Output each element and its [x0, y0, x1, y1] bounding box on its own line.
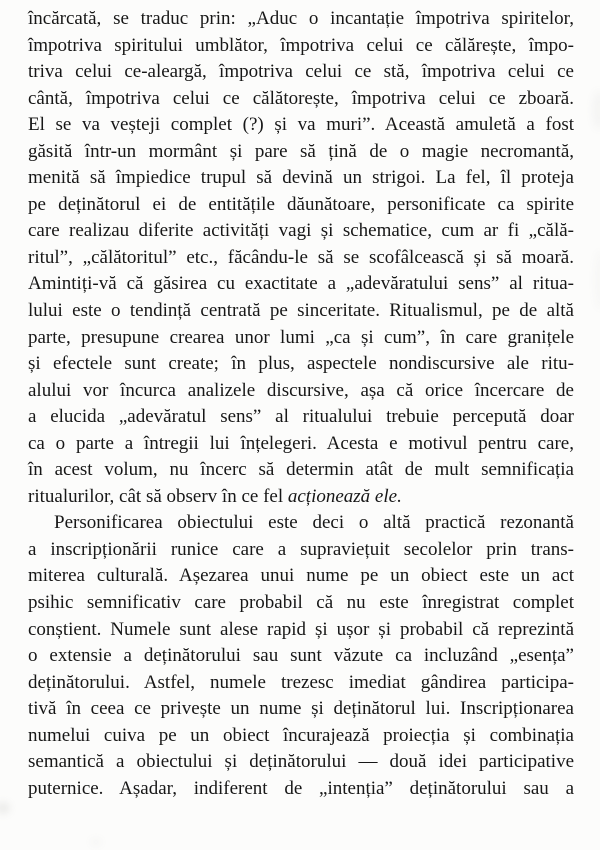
- text-segment: triva celui ce-aleargă, împotriva celui ce stă, împotriva celui ce: [28, 61, 574, 83]
- line-content: [28, 220, 574, 241]
- line-content: [28, 88, 574, 109]
- line-content: [28, 672, 574, 693]
- line-content: [28, 167, 574, 188]
- text-line: [28, 696, 574, 723]
- text-segment: numelui cuiva pe un obiect încurajează proiecția și combinația: [28, 724, 574, 746]
- text-line: [28, 86, 574, 113]
- text-segment: alului vor încurca analizele discursive, așa că orice încercare de: [28, 379, 574, 401]
- line-content: [28, 194, 574, 215]
- text-segment: ritualurilor, cât să observ în ce fel: [28, 485, 288, 507]
- text-segment: puternice. Așadar, indiferent de „intenția” deținătorului sau a: [28, 777, 574, 799]
- line-content: [28, 539, 574, 560]
- line-content: [28, 406, 574, 427]
- line-content: [28, 114, 574, 135]
- text-segment: cântă, împotriva celui ce călătorește, împotriva celui ce zboară.: [28, 87, 574, 109]
- text-segment: ritul”, „călătoritul” etc., făcându-le să se scofâlcească și să moară.: [28, 246, 574, 268]
- line-content: [28, 433, 574, 454]
- text-segment: a elucida „adevăratul sens” al ritualului trebuie percepută doar: [28, 406, 574, 428]
- text-segment: împotriva spiritului umblător, împotriva celui ce călărește, împo-: [28, 34, 574, 56]
- page-text: [28, 6, 574, 802]
- text-segment: Amintiți-vă că găsirea cu exactitate a „adevăratului sens” al ritua-: [28, 273, 574, 295]
- line-content: [28, 565, 574, 586]
- text-line: [28, 590, 574, 617]
- text-line: [28, 723, 574, 750]
- line-content: [28, 486, 402, 507]
- text-segment: deținătorului. Astfel, numele trezesc imediat gândirea participa-: [28, 671, 574, 693]
- line-content: [28, 459, 574, 480]
- text-segment: ca o parte a întregii lui înțelegeri. Acesta e motivul pentru care,: [28, 432, 574, 454]
- text-segment: care realizau diferite activități vagi și schematice, cum ar fi „călă-: [28, 220, 574, 242]
- line-content: [28, 247, 574, 268]
- text-line: [28, 563, 574, 590]
- line-content: [54, 512, 574, 533]
- text-line: [28, 325, 574, 352]
- text-segment: parte, presupune crearea unor lumi „ca și cum”, în care granițele: [28, 326, 574, 348]
- text-line: [28, 643, 574, 670]
- line-content: [28, 592, 574, 613]
- text-segment: încărcată, se traduc prin: „Aduc o incantație împotriva spiritelor,: [28, 8, 574, 29]
- scan-artifact: [90, 838, 102, 846]
- line-content: [28, 619, 574, 640]
- text-line: [28, 139, 574, 166]
- text-line: [28, 6, 574, 33]
- text-line: [28, 617, 574, 644]
- line-content: [28, 327, 574, 348]
- text-line: [28, 431, 574, 458]
- text-line: [28, 245, 574, 272]
- line-content: [28, 8, 574, 29]
- line-content: [28, 353, 574, 374]
- scan-artifact: [592, 90, 600, 130]
- text-segment: psihic semnificativ care probabil că nu este înregistrat complet: [28, 592, 574, 614]
- line-content: [28, 778, 574, 799]
- text-segment: a inscripționării runice care a supraviețuit secolelor prin trans-: [28, 538, 574, 560]
- text-segment: semantică a obiectului și deținătorului — două idei participative: [28, 751, 574, 773]
- text-line: [28, 59, 574, 86]
- text-segment: în acest volum, nu încerc să determin atât de mult semnificația: [28, 459, 574, 481]
- line-content: [28, 751, 574, 772]
- text-line: [28, 670, 574, 697]
- line-content: [28, 698, 574, 719]
- line-content: [28, 380, 574, 401]
- text-line: [28, 510, 574, 537]
- text-line: [28, 776, 574, 803]
- line-content: [28, 273, 574, 294]
- line-content: [28, 300, 574, 321]
- text-segment: menită să împiedice trupul să devină un strigoi. La fel, îl proteja: [28, 167, 574, 189]
- text-line: [28, 192, 574, 219]
- text-segment: miterea culturală. Așezarea unui nume pe un obiect este un act: [28, 565, 574, 587]
- text-line: [28, 537, 574, 564]
- text-line: [28, 749, 574, 776]
- text-segment: pe deținătorul ei de entitățile dăunătoare, personificate ca spirite: [28, 193, 574, 215]
- text-segment: găsită într-un mormânt și pare să țină de o magie necromantă,: [28, 140, 574, 162]
- text-line: [28, 218, 574, 245]
- line-content: [28, 61, 574, 82]
- text-line: [28, 378, 574, 405]
- text-segment: o extensie a deținătorului sau sunt văzute ca incluzând „esența”: [28, 645, 574, 667]
- text-segment: și efectele sunt create; în plus, aspectele nondiscursive ale ritu-: [28, 353, 574, 375]
- text-line: [28, 33, 574, 60]
- text-segment: El se va veșteji complet (?) și va muri”. Această amuletă a fost: [28, 114, 574, 136]
- text-segment: conștient. Numele sunt alese rapid și ușor și probabil că reprezintă: [28, 618, 574, 640]
- scan-artifact: [594, 250, 600, 310]
- text-segment: tivă în ceea ce privește un nume și deținătorul lui. Inscripționarea: [28, 698, 574, 720]
- text-line: [28, 351, 574, 378]
- text-line: [28, 457, 574, 484]
- line-content: [28, 725, 574, 746]
- text-line: [28, 271, 574, 298]
- text-line: [28, 298, 574, 325]
- text-segment: lului este o tendință centrată pe sinceritate. Ritualismul, pe de altă: [28, 300, 574, 322]
- scan-artifact: [0, 802, 10, 814]
- text-line: [28, 484, 574, 511]
- line-content: [28, 35, 574, 56]
- line-content: [28, 141, 574, 162]
- text-line: [28, 165, 574, 192]
- text-line: [28, 404, 574, 431]
- italic-text-segment: acționează ele.: [287, 485, 402, 507]
- text-segment: Personificarea obiectului este deci o altă practică rezonantă: [54, 512, 574, 534]
- line-content: [28, 645, 574, 666]
- text-line: [28, 112, 574, 139]
